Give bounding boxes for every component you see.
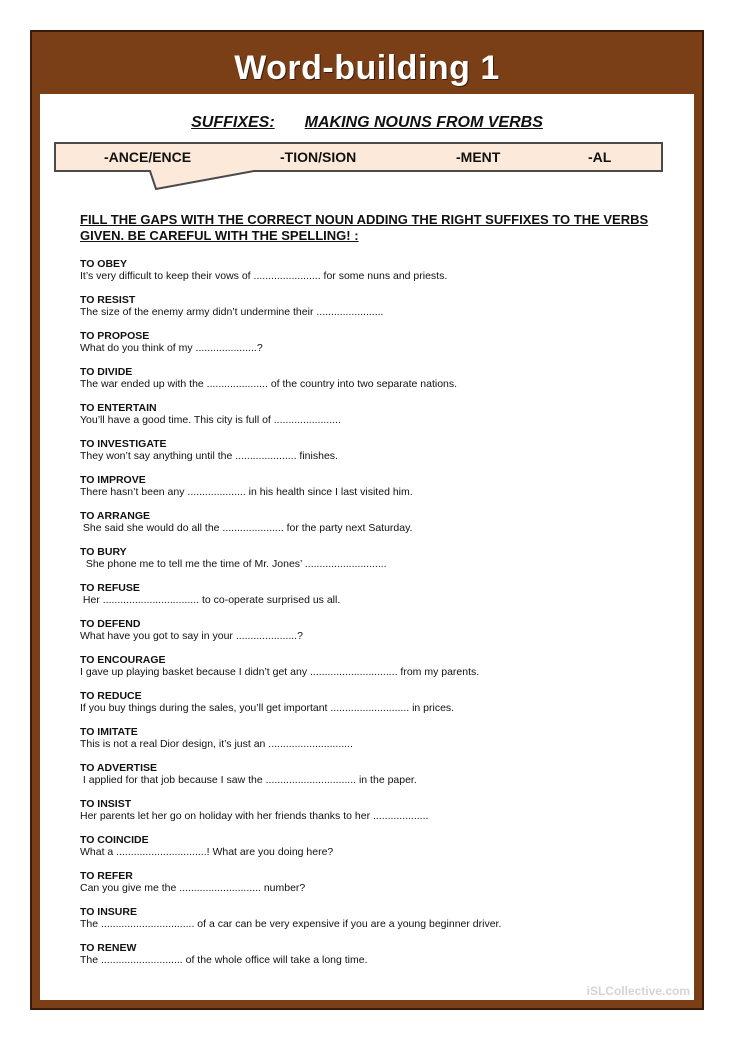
exercise-item <box>80 294 680 330</box>
item-sentence: You’ll have a good time. This city is full of ....................... <box>80 414 341 426</box>
subtitle <box>40 114 694 132</box>
item-sentence: The ............................ of the whole office will take a long time. <box>80 954 368 966</box>
item-verb: TO IMPROVE <box>80 474 146 486</box>
subtitle-left: SUFFIXES: <box>191 114 275 131</box>
item-sentence: They won’t say anything until the ..................... finishes. <box>80 450 338 462</box>
exercise-item <box>80 330 680 366</box>
item-sentence: She said she would do all the ..................... for the party next Saturday. <box>80 522 413 534</box>
title-bar <box>40 40 694 96</box>
watermark: iSLCollective.com <box>586 984 690 998</box>
exercise-item <box>80 546 680 582</box>
subtitle-right: MAKING NOUNS FROM VERBS <box>304 114 543 131</box>
exercise-item <box>80 870 680 906</box>
exercise-item <box>80 762 680 798</box>
item-verb: TO INSIST <box>80 798 132 810</box>
exercise-item <box>80 258 680 294</box>
exercise-item <box>80 402 680 438</box>
exercise-item <box>80 942 680 978</box>
instructions <box>80 212 700 244</box>
instructions-line-1: FILL THE GAPS WITH THE CORRECT NOUN ADDING THE RIGHT SUFFIXES TO THE VERBS <box>80 212 649 227</box>
item-sentence: The ................................ of a car can be very expensive if you are a young beginner driver. <box>80 918 502 930</box>
exercise-item <box>80 726 680 762</box>
item-verb: TO ENCOURAGE <box>80 654 166 666</box>
item-sentence: I applied for that job because I saw the ............................... in the paper. <box>80 774 417 786</box>
item-verb: TO RESIST <box>80 294 136 306</box>
item-verb: TO REDUCE <box>80 690 142 702</box>
exercise-item <box>80 654 680 690</box>
item-sentence: It’s very difficult to keep their vows of ....................... for some nuns and priests. <box>80 270 448 282</box>
item-sentence: What a ...............................! What are you doing here? <box>80 846 334 858</box>
item-sentence: What have you got to say in your .....................? <box>80 630 303 642</box>
item-verb: TO RENEW <box>80 942 137 954</box>
exercise-item <box>80 798 680 834</box>
item-verb: TO INVESTIGATE <box>80 438 167 450</box>
item-sentence: She phone me to tell me the time of Mr. Jones’ ............................ <box>80 558 387 570</box>
item-verb: TO ARRANGE <box>80 510 151 522</box>
exercise-item <box>80 510 680 546</box>
item-sentence: The size of the enemy army didn’t undermine their ....................... <box>80 306 384 318</box>
item-verb: TO COINCIDE <box>80 834 149 846</box>
exercise-item <box>80 474 680 510</box>
exercise-list <box>80 258 680 978</box>
exercise-item <box>80 690 680 726</box>
instructions-line-2: GIVEN. BE CAREFUL WITH THE SPELLING! : <box>80 228 359 243</box>
item-verb: TO IMITATE <box>80 726 138 738</box>
suffix-tion-sion: -TION/SION <box>280 149 357 165</box>
item-sentence: I gave up playing basket because I didn’t get any .............................. from my parents. <box>80 666 480 678</box>
page-title: Word-building 1 <box>234 48 500 87</box>
item-verb: TO DIVIDE <box>80 366 133 378</box>
item-verb: TO ADVERTISE <box>80 762 158 774</box>
suffix-ment: -MENT <box>456 149 501 165</box>
item-verb: TO DEFEND <box>80 618 141 630</box>
item-sentence: Can you give me the ............................ number? <box>80 882 306 894</box>
worksheet <box>40 94 694 1000</box>
exercise-item <box>80 618 680 654</box>
item-sentence: Her ................................. to co-operate surprised us all. <box>80 594 341 606</box>
item-verb: TO REFUSE <box>80 582 140 594</box>
item-sentence: What do you think of my .....................? <box>80 342 263 354</box>
exercise-item <box>80 438 680 474</box>
exercise-item <box>80 366 680 402</box>
exercise-item <box>80 834 680 870</box>
exercise-item <box>80 582 680 618</box>
item-sentence: If you buy things during the sales, you’ll get important ........................... in prices. <box>80 702 455 714</box>
item-sentence: The war ended up with the ..................... of the country into two separate nations. <box>80 378 458 390</box>
item-sentence: There hasn’t been any .................... in his health since I last visited him. <box>80 486 413 498</box>
item-verb: TO BURY <box>80 546 127 558</box>
item-verb: TO REFER <box>80 870 133 882</box>
item-sentence: This is not a real Dior design, it’s just an ............................. <box>80 738 353 750</box>
suffix-al: -AL <box>588 149 612 165</box>
item-verb: TO ENTERTAIN <box>80 402 157 414</box>
item-verb: TO INSURE <box>80 906 137 918</box>
item-sentence: Her parents let her go on holiday with her friends thanks to her ................... <box>80 810 429 822</box>
exercise-item <box>80 906 680 942</box>
item-verb: TO PROPOSE <box>80 330 150 342</box>
item-verb: TO OBEY <box>80 258 128 270</box>
suffix-ance-ence: -ANCE/ENCE <box>104 149 192 165</box>
